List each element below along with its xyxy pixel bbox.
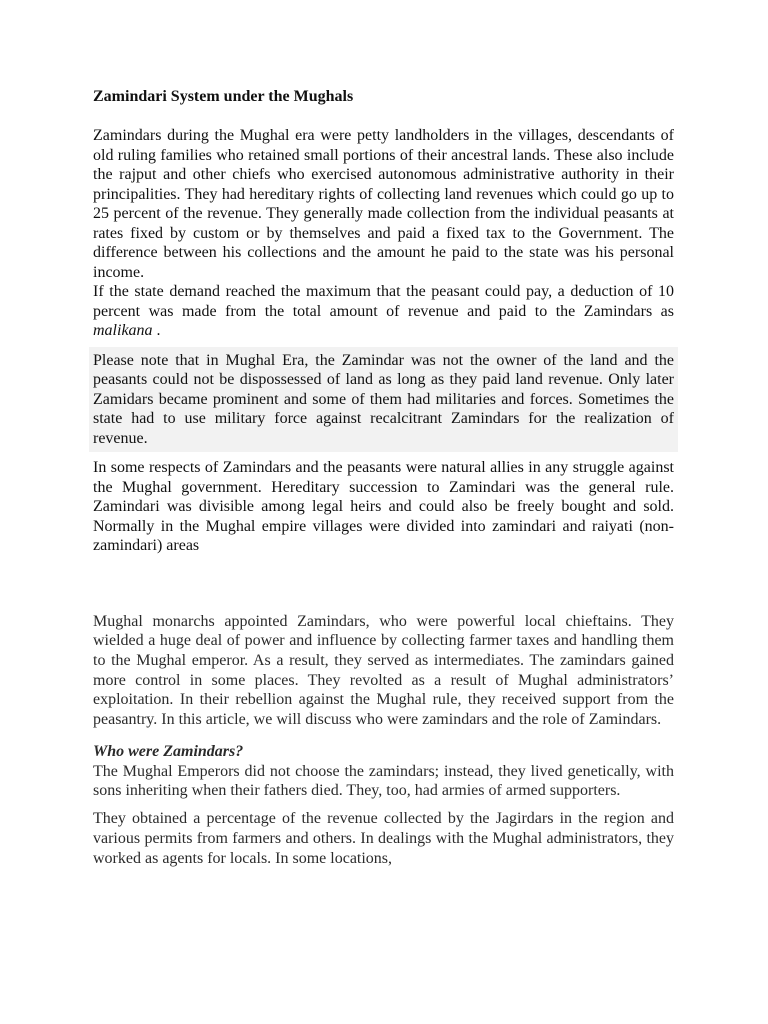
article-paragraph-intro: Mughal monarchs appointed Zamindars, who were powerful local chieftains. They wielded a huge deal of power and influence by collecting farmer taxes and handling them to the Mughal emperor. As a result, they served as intermediates. The zamindars gained more control in some places. They revolted as a result of Mughal administrators’ exploitation. In their rebellion against the Mughal rule, they received support from the peasantry. In this article, we will discuss who were zamindars and the role of Zamindars. bbox=[93, 612, 674, 729]
paragraph-malikana-text: If the state demand reached the maximum that the peasant could pay, a deduction of 10 percent was made from the total amount of revenue and paid to the Zamindars as bbox=[93, 283, 674, 320]
paragraph-zamindars-intro: Zamindars during the Mughal era were petty landholders in the villages, descendants of old ruling families who retained small portions of their ancestral lands. These also include the rajput and other chiefs who exercised autonomous administrative authority in their principalities. They had hereditary rights of collecting land revenues which could go up to 25 percent of the revenue. They generally made collection from the individual peasants at rates fixed by custom or by themselves and paid a fixed tax to the Government. The difference between his collections and the amount he paid to the state was his personal income. bbox=[93, 127, 674, 281]
document-page bbox=[93, 86, 674, 868]
section-gap bbox=[93, 556, 674, 612]
article-paragraph-revenue: They obtained a percentage of the revenue collected by the Jagirdars in the region and various permits from farmers and others. In dealings with the Mughal administrators, they worked as agents for locals. In some locations, bbox=[93, 810, 674, 867]
subheading-who-were-zamindars: Who were Zamindars? bbox=[93, 742, 244, 760]
highlighted-note: Please note that in Mughal Era, the Zamindar was not the owner of the land and the peasants could not be dispossessed of land as long as they paid land revenue. Only later Zamidars became prominent and some of them had militaries and forces. Sometimes the state had to use military force against recalcitrant Zamindars for the realization of revenue. bbox=[89, 347, 678, 453]
paragraph-malikana-end: . bbox=[152, 322, 161, 339]
paragraph-malikana bbox=[93, 282, 674, 341]
term-malikana: malikana bbox=[93, 322, 153, 339]
article-paragraph-emperors: The Mughal Emperors did not choose the zamindars; instead, they lived genetically, with sons inheriting when their fathers died. They, too, had armies of armed supporters. bbox=[93, 762, 674, 800]
paragraph-natural-allies: In some respects of Zamindars and the peasants were natural allies in any struggle against the Mughal government. Hereditary succession to Zamindari was the general rule. Zamindari was divisible among legal heirs and could also be freely bought and sold. Normally in the Mughal empire villages were divided into zamindari and raiyati (non-zamindari) areas bbox=[93, 459, 674, 554]
document-title: Zamindari System under the Mughals bbox=[93, 88, 354, 105]
